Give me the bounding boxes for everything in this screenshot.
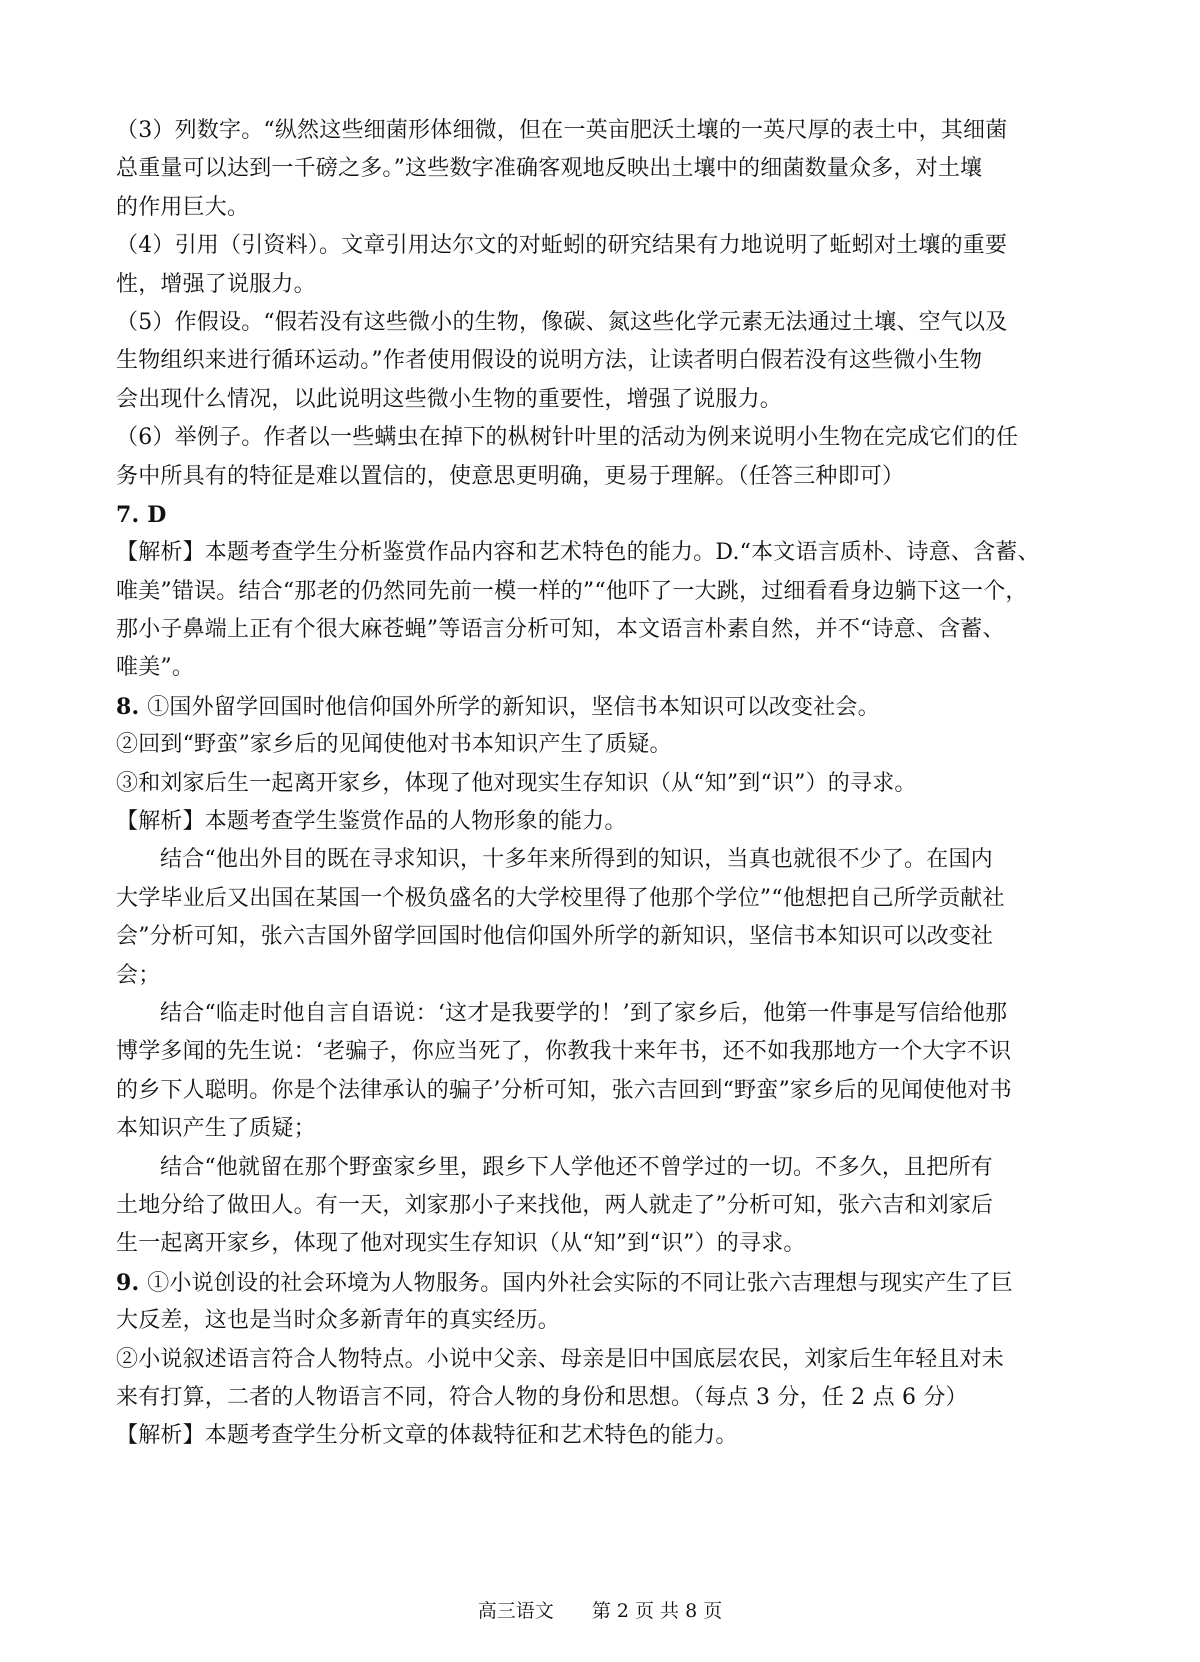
line-text: 结合“他就留在那个野蛮家乡里，跟乡下人学他还不曾学过的一切。不多久，且把所有 — [160, 1154, 993, 1180]
text-line — [116, 227, 1056, 265]
text-line — [116, 112, 1056, 150]
line-text: 会； — [116, 962, 161, 988]
line-text: 唯美”错误。结合“那老的仍然同先前一模一样的”“他吓了一大跳，过细看看身边躺下这一个， — [116, 578, 1028, 604]
text-line — [116, 534, 1056, 572]
line-text: 务中所具有的特征是难以置信的，使意思更明确，更易于理解。（任答三种即可） — [116, 463, 905, 489]
line-text: （4）引用（引资料）。文章引用达尔文的对蚯蚓的研究结果有力地说明了蚯蚓对土壤的重要 — [116, 233, 1008, 259]
text-line — [116, 1110, 1056, 1148]
text-line — [116, 573, 1056, 611]
line-text: 性，增强了说服力。 — [116, 271, 316, 297]
text-line — [116, 1187, 1056, 1225]
line-text: ②回到“野蛮”家乡后的见闻使他对书本知识产生了质疑。 — [116, 732, 672, 758]
line-text: 会出现什么情况，以此说明这些微小生物的重要性，增强了说服力。 — [116, 386, 783, 412]
text-line — [116, 304, 1056, 342]
line-text: 【解析】本题考查学生分析文章的体裁特征和艺术特色的能力。 — [116, 1423, 738, 1449]
footer-subject: 高三语文 — [477, 1600, 554, 1622]
line-text: 生一起离开家乡，体现了他对现实生存知识（从“知”到“识”）的寻求。 — [116, 1231, 806, 1257]
text-line — [116, 726, 1056, 764]
text-line — [116, 880, 1056, 918]
line-text: 【解析】本题考查学生鉴赏作品的人物形象的能力。 — [116, 809, 627, 835]
text-line — [116, 649, 1056, 687]
text-line — [116, 1225, 1056, 1263]
text-line — [116, 150, 1056, 188]
line-text: 的作用巨大。 — [116, 194, 250, 220]
text-line — [116, 1302, 1056, 1340]
line-text: 结合“他出外目的既在寻求知识，十多年来所得到的知识，当真也就很不少了。在国内 — [160, 847, 993, 873]
question-number: 8. — [116, 693, 148, 720]
line-text: 大学毕业后又出国在某国一个极负盛名的大学校里得了他那个学位”“他想把自己所学贡献社 — [116, 885, 1005, 911]
text-line — [116, 419, 1056, 457]
line-text: 那小子鼻端上正有个很大麻苍蝇”等语言分析可知，本文语言朴素自然，并不“诗意、含蓄、 — [116, 617, 1005, 643]
line-text: ①小说创设的社会环境为人物服务。国内外社会实际的不同让张六吉理想与现实产生了巨 — [147, 1270, 1014, 1296]
page-footer — [0, 1596, 1200, 1623]
footer-page-number: 第 2 页 共 8 页 — [591, 1600, 723, 1622]
text-line — [116, 765, 1056, 803]
text-line — [116, 189, 1056, 227]
line-text: 本知识产生了质疑； — [116, 1116, 316, 1142]
line-text: 来有打算，二者的人物语言不同，符合人物的身份和思想。（每点 3 分，任 2 点 6 分） — [116, 1384, 968, 1410]
text-line — [116, 1033, 1056, 1071]
text-line — [116, 342, 1056, 380]
line-text: ①国外留学回国时他信仰国外所学的新知识，坚信书本知识可以改变社会。 — [147, 694, 880, 720]
text-line — [116, 458, 1056, 496]
text-line — [116, 1341, 1056, 1379]
line-text: 生物组织来进行循环运动。”作者使用假设的说明方法，让读者明白假若没有这些微小生物 — [116, 348, 983, 374]
text-line — [116, 688, 1056, 726]
line-text: 【解析】本题考查学生分析鉴赏作品内容和艺术特色的能力。D.“本文语言质朴、诗意、含蓄、 — [116, 540, 1040, 566]
line-text: 7. D — [116, 501, 167, 528]
text-line — [116, 1149, 1056, 1187]
line-text: 的乡下人聪明。你是个法律承认的骗子’分析可知，张六吉回到“野蛮”家乡后的见闻使他对书 — [116, 1077, 1012, 1103]
line-text: （3）列数字。“纵然这些细菌形体细微，但在一英亩肥沃土壤的一英尺厚的表土中，其细菌 — [116, 118, 1008, 143]
text-line — [116, 1379, 1056, 1417]
text-line — [116, 611, 1056, 649]
document-body — [116, 112, 1056, 1456]
line-text: 土地分给了做田人。有一天，刘家那小子来找他，两人就走了”分析可知，张六吉和刘家后 — [116, 1192, 994, 1218]
line-text: （6）举例子。作者以一些螨虫在掉下的枞树针叶里的活动为例来说明小生物在完成它们的任 — [116, 425, 1019, 451]
text-line — [116, 841, 1056, 879]
line-text: 会”分析可知，张六吉国外留学回国时他信仰国外所学的新知识，坚信书本知识可以改变社 — [116, 924, 994, 950]
text-line — [116, 266, 1056, 304]
text-line — [116, 957, 1056, 995]
line-text: 总重量可以达到一千磅之多。”这些数字准确客观地反映出土壤中的细菌数量众多，对土壤 — [116, 156, 983, 182]
text-line — [116, 1264, 1056, 1302]
text-line — [116, 496, 1056, 534]
line-text: ③和刘家后生一起离开家乡，体现了他对现实生存知识（从“知”到“识”）的寻求。 — [116, 770, 917, 796]
text-line — [116, 995, 1056, 1033]
text-line — [116, 918, 1056, 956]
line-text: 唯美”。 — [116, 655, 195, 681]
line-text: 结合“临走时他自言自语说：‘这才是我要学的！’到了家乡后，他第一件事是写信给他那 — [160, 1000, 1008, 1026]
line-text: 大反差，这也是当时众多新青年的真实经历。 — [116, 1308, 561, 1334]
line-text: 博学多闻的先生说：‘老骗子，你应当死了，你教我十来年书，还不如我那地方一个大字不识 — [116, 1039, 1012, 1065]
line-text: ②小说叙述语言符合人物特点。小说中父亲、母亲是旧中国底层农民，刘家后生年轻且对未 — [116, 1346, 1005, 1372]
text-line — [116, 803, 1056, 841]
text-line — [116, 381, 1056, 419]
question-number: 9. — [116, 1269, 148, 1296]
text-line — [116, 1072, 1056, 1110]
text-line — [116, 1417, 1056, 1455]
line-text: （5）作假设。“假若没有这些微小的生物，像碳、氮这些化学元素无法通过土壤、空气以及 — [116, 309, 1008, 335]
